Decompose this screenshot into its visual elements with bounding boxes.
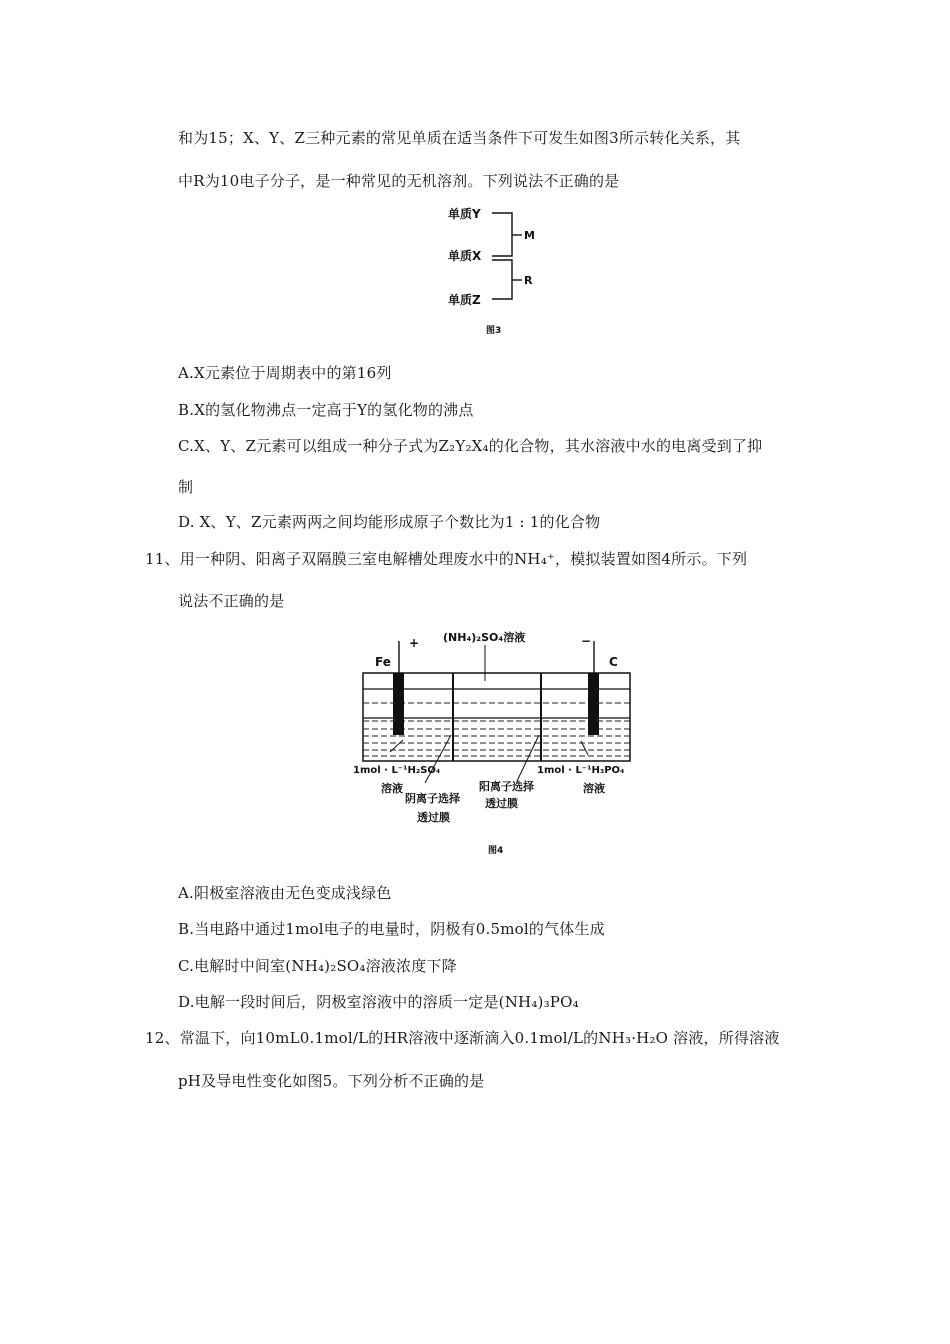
label-anion-membrane-2: 透过膜 — [417, 811, 450, 824]
bracket-xz — [492, 260, 512, 299]
q12-number: 12、 — [145, 1029, 180, 1047]
label-minus: − — [581, 634, 592, 648]
label-right-solution-2: 溶液 — [583, 782, 605, 795]
intro-line-2: 中R为10电子分子，是一种常见的无机溶剂。下列说法不正确的是 — [178, 172, 620, 190]
label-plus: + — [409, 636, 420, 650]
bracket-yx — [492, 213, 512, 256]
q11-option-a: A.阳极室溶液由无色变成浅绿色 — [178, 884, 392, 902]
label-left-solution: 1mol · L⁻¹H₂SO₄ — [353, 765, 441, 776]
q11-option-b: B.当电路中通过1mol电子的电量时，阴极有0.5mol的气体生成 — [178, 920, 605, 938]
label-anion-membrane-1: 阴离子选择 — [405, 792, 460, 805]
q12-stem-text: 常温下，向10mL0.1mol/L的HR溶液中逐渐滴入0.1mol/L的NH₃·H₂O 溶液，所得溶液 — [179, 1029, 780, 1047]
q10-option-c-formula: Z₂Y₂X₄ — [438, 437, 489, 455]
figure-4-diagram — [345, 625, 645, 860]
label-element-y: 单质Y — [448, 207, 481, 221]
q11-stem-cont: 说法不正确的是 — [178, 592, 285, 610]
label-left-solution-2: 溶液 — [381, 782, 403, 795]
q11-stem-post: ，模拟装置如图4所示。下列 — [555, 550, 748, 568]
figure-4-caption: 图4 — [488, 846, 504, 856]
q10-option-c — [178, 435, 762, 456]
q10-option-d: D. X、Y、Z元素两两之间均能形成原子个数比为1 : 1的化合物 — [178, 513, 601, 531]
q10-option-c-post: 的化合物，其水溶液中水的电离受到了抑 — [488, 437, 763, 455]
label-cation-membrane-1: 阳离子选择 — [479, 780, 534, 793]
q11-number: 11、 — [145, 550, 180, 568]
figure-3-diagram — [440, 198, 560, 340]
label-fe: Fe — [375, 655, 391, 669]
q10-option-c-pre: C.X、Y、Z元素可以组成一种分子式为 — [178, 437, 439, 455]
q11-option-c: C.电解时中间室(NH₄)₂SO₄溶液浓度下降 — [178, 957, 457, 975]
label-m: M — [524, 229, 535, 242]
label-cation-membrane-2: 透过膜 — [485, 797, 518, 810]
label-element-z: 单质Z — [448, 293, 481, 307]
label-c: C — [609, 655, 618, 669]
q11-stem-pre: 用一种阴、阳离子双隔膜三室电解槽处理废水中的 — [179, 550, 515, 568]
q11-option-d: D.电解一段时间后，阴极室溶液中的溶质一定是(NH₄)₃PO₄ — [178, 993, 579, 1011]
intro-line-1: 和为15；X、Y、Z三种元素的常见单质在适当条件下可发生如图3所示转化关系，其 — [178, 129, 741, 147]
q10-option-c-cont: 制 — [178, 478, 194, 496]
fe-electrode — [393, 673, 404, 735]
c-electrode — [588, 673, 599, 735]
label-top-solution: (NH₄)₂SO₄溶液 — [443, 631, 526, 644]
q12-stem-cont: pH及导电性变化如图5。下列分析不正确的是 — [178, 1072, 485, 1090]
q10-option-a: A.X元素位于周期表中的第16列 — [178, 364, 392, 382]
label-r: R — [524, 274, 533, 287]
q12-stem — [145, 1027, 780, 1048]
q11-ion: NH₄⁺ — [514, 550, 556, 568]
figure-3-caption: 图3 — [486, 326, 502, 336]
q11-stem — [145, 548, 747, 569]
label-right-solution: 1mol · L⁻¹H₃PO₄ — [537, 765, 625, 776]
label-element-x: 单质X — [448, 249, 482, 263]
q10-option-b: B.X的氢化物沸点一定高于Y的氢化物的沸点 — [178, 401, 474, 419]
